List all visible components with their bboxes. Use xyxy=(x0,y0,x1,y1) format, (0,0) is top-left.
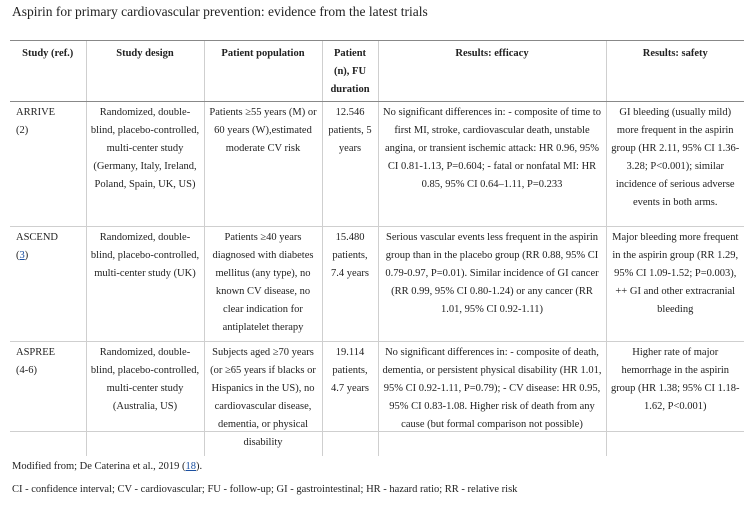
ref-prefix: ( xyxy=(16,125,20,136)
table-row xyxy=(10,227,744,342)
ref-link[interactable]: 3 xyxy=(19,250,25,261)
safety-cell: Higher rate of major hemorrhage in the aspirin group (HR 1.38; 95% CI 1.18-1.62, P<0.001) xyxy=(606,342,744,457)
study-cell xyxy=(10,102,86,227)
footnote-abbreviations: CI - confidence interval; CV - cardiovascular; FU - follow-up; GI - gastrointestinal; HR - hazard ratio; RR - relative risk xyxy=(12,484,518,495)
study-cell xyxy=(10,342,86,457)
efficacy-cell: No significant differences in: - composite of time to first MI, stroke, cardiovascular death, unstable angina, or transient ischemic attack: HR 0.96, 95% CI 0.81-1.13, P=0.604; - fatal or nonfatal MI: HR 0.85, 95% CI 0.64–1.11, P=0.233 xyxy=(378,102,606,227)
footnote-source-suffix: ). xyxy=(196,461,203,472)
patients-cell: 12.546 patients, 5 years xyxy=(322,102,378,227)
safety-cell: Major bleeding more frequent in the aspirin group (RR 1.29, 95% CI 1.09-1.52; P=0.003), ++ GI and other extracranial bleeding xyxy=(606,227,744,342)
table-row xyxy=(10,102,744,227)
footnote-source xyxy=(12,461,202,472)
ref-plain: 2) xyxy=(19,125,29,136)
population-cell: Patients ≥40 years diagnosed with diabetes mellitus (any type), no known CV disease, no clear indication for antiplatelet therapy xyxy=(204,227,322,342)
trials-table-container xyxy=(10,40,744,448)
trials-table xyxy=(10,41,744,456)
efficacy-cell: No significant differences in: - composite of death, dementia, or persistent physical disability (HR 1.01, 95% CI 0.92-1.11, P=0.79); - CV disease: HR 0.95, 95% CI 0.83-1.08. Higher risk of death from any cause (but formal comparison not possible) xyxy=(378,342,606,457)
ref-prefix: ( xyxy=(16,365,20,376)
ref-plain: ) xyxy=(24,250,29,261)
header-safety: Results: safety xyxy=(606,41,744,102)
header-design: Study design xyxy=(86,41,204,102)
study-name: ARRIVE xyxy=(16,107,56,118)
ref-prefix: ( xyxy=(16,250,20,261)
patients-cell: 19.114 patients, 4.7 years xyxy=(322,342,378,457)
population-cell: Patients ≥55 years (M) or 60 years (W),estimated moderate CV risk xyxy=(204,102,322,227)
header-study: Study (ref.) xyxy=(10,41,86,102)
design-cell: Randomized, double-blind, placebo-controlled, multi-center study (UK) xyxy=(86,227,204,342)
safety-cell: GI bleeding (usually mild) more frequent in the aspirin group (HR 2.11, 95% CI 1.36-3.28; P<0.001); similar incidence of serious adverse events in both arms. xyxy=(606,102,744,227)
population-cell: Subjects aged ≥70 years (or ≥65 years if blacks or Hispanics in the US), no cardiovascular disease, dementia, or physical disability xyxy=(204,342,322,457)
design-cell: Randomized, double-blind, placebo-controlled, multi-center study (Germany, Italy, Ireland, Poland, Spain, UK, US) xyxy=(86,102,204,227)
footnote-ref-link[interactable]: 18 xyxy=(185,461,196,472)
study-cell xyxy=(10,227,86,342)
ref-plain: 4-6) xyxy=(19,365,37,376)
footnote-source-prefix: Modified from; De Caterina et al., 2019 ( xyxy=(12,461,186,472)
table-row xyxy=(10,342,744,457)
patients-cell: 15.480 patients, 7.4 years xyxy=(322,227,378,342)
efficacy-cell: Serious vascular events less frequent in the aspirin group than in the placebo group (RR 0.88, 95% CI 0.79-0.97, P=0.01). Similar incidence of GI cancer (RR 0.99, 95% CI 0.80-1.24) or any cancer (RR 1.01, 95% CI 0.92-1.11) xyxy=(378,227,606,342)
table-header-row xyxy=(10,41,744,102)
header-population: Patient population xyxy=(204,41,322,102)
header-patients: Patient (n), FU duration xyxy=(322,41,378,102)
study-name: ASPREE xyxy=(16,347,56,358)
table-caption: Aspirin for primary cardiovascular prevention: evidence from the latest trials xyxy=(12,4,428,19)
design-cell: Randomized, double-blind, placebo-controlled, multi-center study (Australia, US) xyxy=(86,342,204,457)
header-efficacy: Results: efficacy xyxy=(378,41,606,102)
study-name: ASCEND xyxy=(16,232,59,243)
